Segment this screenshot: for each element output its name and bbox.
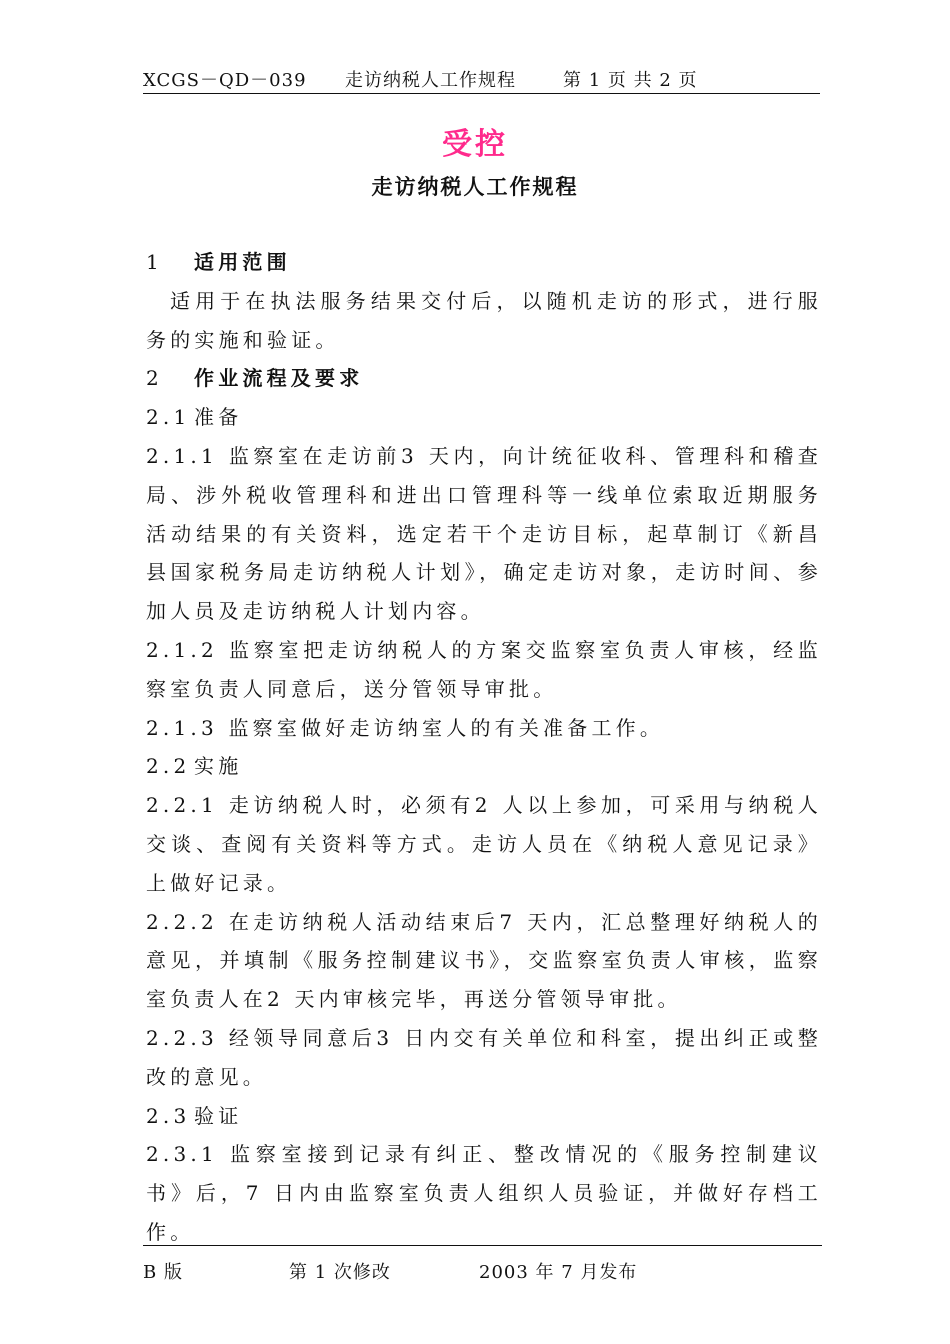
- document-body: [146, 243, 822, 1252]
- doc-code: XCGS－QD－039: [143, 70, 307, 91]
- header-title: 走访纳税人工作规程: [345, 70, 516, 91]
- subsection-heading: [146, 747, 822, 786]
- paragraph: 2.1.3 监察室做好走访纳室人的有关准备工作。: [146, 715, 665, 740]
- paragraph: 2.2.2 在走访纳税人活动结束后7 天内，汇总整理好纳税人的意见，并填制《服务控制建议书》，交监察室负责人审核，监察室负责人在2 天内审核完毕，再送分管领导审批。: [146, 909, 822, 1012]
- subsection-number: 2.1: [146, 405, 191, 430]
- paragraph: 2.1.1 监察室在走访前3 天内，向计统征收科、管理科和稽查局、涉外税收管理科和进出口管理科等一线单位索取近期服务活动结果的有关资料，选定若干个走访目标，起草制订《新昌县国家税务局走访纳税人计划》，确定走访对象，走访时间、参加人员及走访纳税人计划内容。: [146, 443, 822, 624]
- footer-divider: [143, 1245, 822, 1246]
- release-date: 2003 年 7 月发布: [479, 1262, 638, 1283]
- subsection-title: 准备: [194, 405, 243, 430]
- page-header: [143, 66, 820, 92]
- section-number: 1: [146, 250, 163, 274]
- subsection-number: 2.2: [146, 754, 191, 779]
- controlled-stamp: 受控: [442, 127, 508, 162]
- paragraph: 2.2.1 走访纳税人时，必须有2 人以上参加，可采用与纳税人交谈、查阅有关资料等方式。走访人员在《纳税人意见记录》上做好记录。: [146, 793, 822, 895]
- subsection-title: 实施: [194, 754, 243, 779]
- section-title: 作业流程及要求: [194, 366, 364, 391]
- page-info: 第 1 页 共 2 页: [563, 70, 698, 91]
- version-label: B 版: [143, 1262, 183, 1283]
- subsection-number: 2.3: [146, 1103, 191, 1128]
- subsection-heading: [146, 398, 822, 437]
- document-title: 走访纳税人工作规程: [371, 174, 579, 199]
- revision-label: 第 1 次修改: [289, 1262, 391, 1283]
- section-title: 适用范围: [194, 250, 291, 274]
- paragraph: 适用于在执法服务结果交付后，以随机走访的形式，进行服务的实施和验证。: [146, 288, 822, 352]
- page-footer: [143, 1258, 820, 1284]
- section-number: 2: [146, 366, 163, 391]
- paragraph: 2.2.3 经领导同意后3 日内交有关单位和科室，提出纠正或整改的意见。: [146, 1025, 822, 1089]
- section-heading: [146, 243, 822, 282]
- header-divider: [143, 93, 820, 94]
- subsection-heading: [146, 1097, 822, 1136]
- paragraph: 2.1.2 监察室把走访纳税人的方案交监察室负责人审核，经监察室负责人同意后，送分管领导审批。: [146, 637, 822, 701]
- paragraph: 2.3.1 监察室接到记录有纠正、整改情况的《服务控制建议书》后，7 日内由监察室负责人组织人员验证，并做好存档工作。: [146, 1142, 822, 1244]
- section-heading: [146, 359, 822, 398]
- subsection-title: 验证: [194, 1103, 243, 1128]
